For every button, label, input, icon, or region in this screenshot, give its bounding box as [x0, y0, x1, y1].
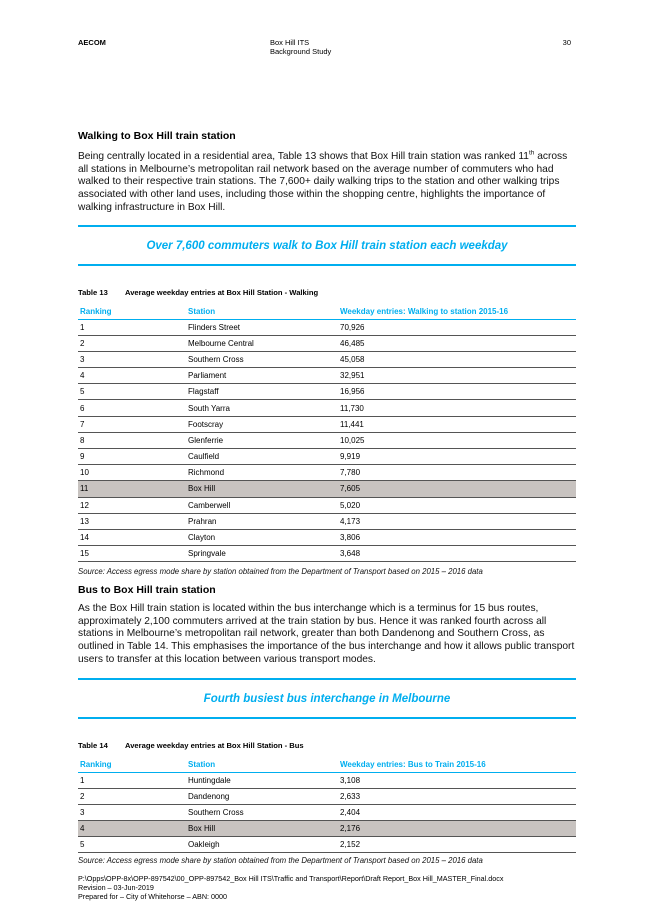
table14-col-entries: Weekday entries: Bus to Train 2015-16	[340, 758, 576, 772]
ranking-cell: 10	[78, 465, 188, 481]
walking-paragraph	[78, 151, 578, 215]
table13-col-ranking: Ranking	[78, 305, 188, 319]
table13-caption	[78, 288, 318, 297]
ranking-cell: 14	[78, 529, 188, 545]
entries-cell: 7,780	[340, 465, 576, 481]
walking-paragraph-b: across all stations in Melbourne’s metropolitan rail network based on the average number of commuters who had walked to their respective train stations. The 7,600+ daily walking trips to the station and other walking trips associated with other land uses, including those within the shopping centre, highlights the importance of walking infrastructure in Box Hill.	[78, 151, 568, 213]
station-cell: Southern Cross	[188, 351, 340, 367]
entries-cell: 46,485	[340, 335, 576, 351]
entries-cell: 4,173	[340, 513, 576, 529]
walking-callout	[78, 225, 576, 266]
ranking-cell: 8	[78, 432, 188, 448]
station-cell: Oakleigh	[188, 837, 340, 853]
ranking-cell: 5	[78, 837, 188, 853]
ranking-cell: 2	[78, 788, 188, 804]
table-row	[78, 772, 576, 788]
ranking-cell: 13	[78, 513, 188, 529]
station-cell: Flinders Street	[188, 319, 340, 335]
station-cell: Box Hill	[188, 821, 340, 837]
table13-col-station: Station	[188, 305, 340, 319]
table-row	[78, 529, 576, 545]
entries-cell: 3,648	[340, 546, 576, 562]
table13-source: Source: Access egress mode share by station obtained from the Department of Transport based on 2015 – 2016 data	[78, 567, 483, 576]
page-number: 30	[562, 38, 571, 47]
station-cell: Parliament	[188, 368, 340, 384]
ranking-cell: 9	[78, 449, 188, 465]
ranking-cell: 2	[78, 335, 188, 351]
ranking-cell: 5	[78, 384, 188, 400]
table-row	[78, 335, 576, 351]
station-cell: Huntingdale	[188, 772, 340, 788]
station-cell: Dandenong	[188, 788, 340, 804]
table13-header-row	[78, 305, 576, 319]
table13-number: Table 13	[78, 288, 108, 297]
entries-cell: 2,633	[340, 788, 576, 804]
ranking-cell: 6	[78, 400, 188, 416]
bus-paragraph: As the Box Hill train station is located within the bus interchange which is a terminus for 15 bus routes, approximately 2,100 commuters arrived at the train station by bus. Hence it was ranked fourth across all stations in Melbourne’s metropolitan rail network, greater than both Dandenong and Southern Cross, as outlined in Table 14. This emphasises the importance of the bus interchange and how it allows public transport users to transfer at this location between various transport modes.	[78, 603, 575, 665]
ranking-cell: 15	[78, 546, 188, 562]
station-cell: Southern Cross	[188, 804, 340, 820]
station-cell: Melbourne Central	[188, 335, 340, 351]
footer-file-path: P:\Opps\OPP-8x\OPP-897542\00_OPP-897542_Box Hill ITS\Traffic and Transport\Report\Draft Report_Box Hill_MASTER_Final.docx	[78, 874, 504, 883]
entries-cell: 70,926	[340, 319, 576, 335]
station-cell: Footscray	[188, 416, 340, 432]
bus-callout	[78, 678, 576, 719]
entries-cell: 3,108	[340, 772, 576, 788]
table-row	[78, 788, 576, 804]
ranking-cell: 3	[78, 351, 188, 367]
table-row	[78, 449, 576, 465]
table14-header-row	[78, 758, 576, 772]
entries-cell: 32,951	[340, 368, 576, 384]
ranking-cell: 1	[78, 772, 188, 788]
table-row	[78, 432, 576, 448]
table-row	[78, 837, 576, 853]
footer-revision: Revision – 03-Jun-2019	[78, 882, 154, 892]
ranking-cell: 3	[78, 804, 188, 820]
entries-cell: 9,919	[340, 449, 576, 465]
station-cell: South Yarra	[188, 400, 340, 416]
entries-cell: 7,605	[340, 481, 576, 497]
station-cell: Flagstaff	[188, 384, 340, 400]
ranking-cell: 4	[78, 821, 188, 837]
table14-title: Average weekday entries at Box Hill Station - Bus	[125, 741, 304, 750]
table-row	[78, 821, 576, 837]
entries-cell: 2,152	[340, 837, 576, 853]
table-row	[78, 804, 576, 820]
table13	[78, 305, 576, 562]
table14-caption	[78, 741, 304, 750]
walking-paragraph-a: Being centrally located in a residential area, Table 13 shows that Box Hill train station was ranked 11	[78, 151, 529, 162]
table-row	[78, 384, 576, 400]
document-title-block	[270, 38, 331, 56]
walking-heading: Walking to Box Hill train station	[78, 130, 236, 142]
table14-col-station: Station	[188, 758, 340, 772]
table14-source: Source: Access egress mode share by station obtained from the Department of Transport based on 2015 – 2016 data	[78, 856, 483, 865]
station-cell: Richmond	[188, 465, 340, 481]
entries-cell: 45,058	[340, 351, 576, 367]
table-row	[78, 319, 576, 335]
entries-cell: 3,806	[340, 529, 576, 545]
ranking-cell: 4	[78, 368, 188, 384]
table14-col-ranking: Ranking	[78, 758, 188, 772]
ranking-cell: 12	[78, 497, 188, 513]
walking-paragraph-sup: th	[528, 149, 535, 157]
station-cell: Springvale	[188, 546, 340, 562]
entries-cell: 11,441	[340, 416, 576, 432]
ranking-cell: 1	[78, 319, 188, 335]
table-row	[78, 465, 576, 481]
station-cell: Glenferrie	[188, 432, 340, 448]
entries-cell: 11,730	[340, 400, 576, 416]
table-row	[78, 400, 576, 416]
table-row	[78, 368, 576, 384]
ranking-cell: 7	[78, 416, 188, 432]
entries-cell: 2,404	[340, 804, 576, 820]
bus-heading: Bus to Box Hill train station	[78, 584, 216, 596]
ranking-cell: 11	[78, 481, 188, 497]
entries-cell: 16,956	[340, 384, 576, 400]
entries-cell: 5,020	[340, 497, 576, 513]
footer-prepared-for: Prepared for – City of Whitehorse – ABN: 0000	[78, 891, 228, 901]
table-row	[78, 351, 576, 367]
table-row	[78, 481, 576, 497]
station-cell: Prahran	[188, 513, 340, 529]
station-cell: Box Hill	[188, 481, 340, 497]
table-row	[78, 513, 576, 529]
table-row	[78, 497, 576, 513]
table13-title: Average weekday entries at Box Hill Station - Walking	[125, 288, 319, 297]
bus-callout-text: Fourth busiest bus interchange in Melbourne	[203, 692, 451, 705]
table13-col-entries: Weekday entries: Walking to station 2015-16	[340, 305, 576, 319]
footer	[78, 875, 503, 901]
entries-cell: 2,176	[340, 821, 576, 837]
station-cell: Clayton	[188, 529, 340, 545]
company-name: AECOM	[78, 38, 106, 47]
document-subtitle: Background Study	[270, 47, 332, 56]
table14-number: Table 14	[78, 741, 108, 750]
document-title: Box Hill ITS	[270, 38, 310, 47]
entries-cell: 10,025	[340, 432, 576, 448]
table-row	[78, 546, 576, 562]
station-cell: Caulfield	[188, 449, 340, 465]
table14	[78, 758, 576, 853]
station-cell: Camberwell	[188, 497, 340, 513]
walking-callout-text: Over 7,600 commuters walk to Box Hill train station each weekday	[146, 239, 508, 252]
table-row	[78, 416, 576, 432]
